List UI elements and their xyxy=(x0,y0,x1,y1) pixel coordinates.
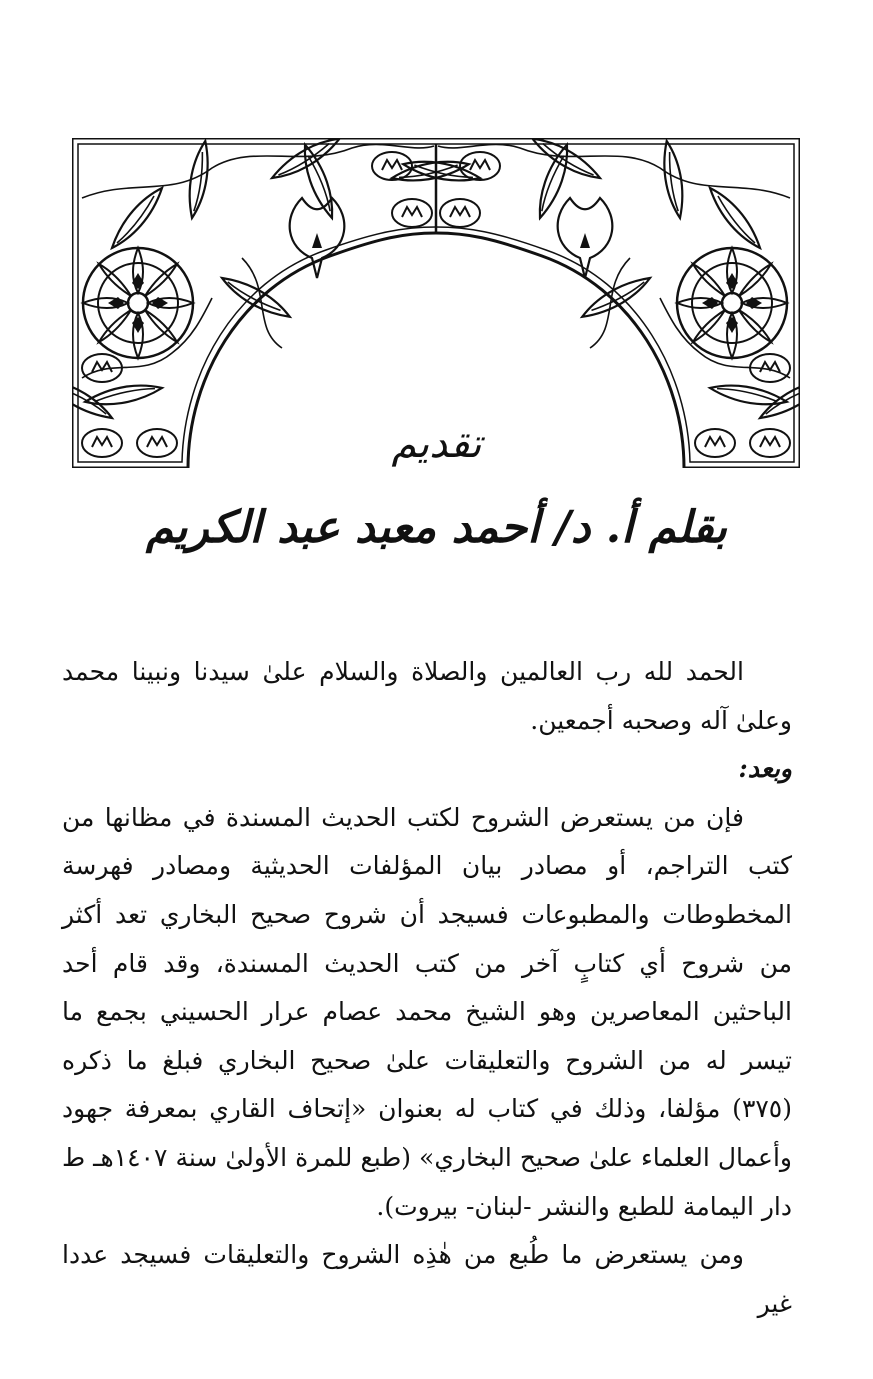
opening-paragraph: الحمد لله رب العالمين والصلاة والسلام علىٰ سيدنا ونبينا محمد وعلىٰ آله وصحبه أجمعين. xyxy=(62,657,792,735)
preface-body xyxy=(62,648,792,1328)
author-byline: بقلم أ. د/ أحمد معبد عبد الكريم xyxy=(146,502,727,553)
paragraph-1: فإن من يستعرض الشروح لكتب الحديث المسندة في مظانها من كتب التراجم، أو مصادر بيان المؤلفات الحديثية ومصادر فهرسة المخطوطات والمطبوعات فسيجد أن شروح صحيح البخاري تعد أكثر من شروح أي كتابٍ آخر من كتب الحديث المسندة، وقد قام أحد الباحثين المعاصرين وهو الشيخ محمد عصام عرار الحسيني بجمع ما تيسر له من الشروح والتعليقات علىٰ صحيح البخاري فبلغ ما ذكره (٣٧٥) مؤلفا، وذلك في كتاب له بعنوان «إتحاف القاري بمعرفة جهود وأعمال العلماء علىٰ صحيح البخاري» (طبع للمرة الأولىٰ سنة ١٤٠٧هـ ط دار اليمامة للطبع والنشر -لبنان- بيروت). xyxy=(62,802,792,1221)
section-subheading: وبعد: xyxy=(738,754,792,784)
arabesque-ornament xyxy=(72,138,800,468)
page-title: تقديم xyxy=(391,421,482,467)
ornamental-arch-frame xyxy=(72,138,800,468)
paragraph-2: ومن يستعرض ما طُبع من هٰذِه الشروح والتعليقات فسيجد عددا غير xyxy=(62,1240,792,1318)
